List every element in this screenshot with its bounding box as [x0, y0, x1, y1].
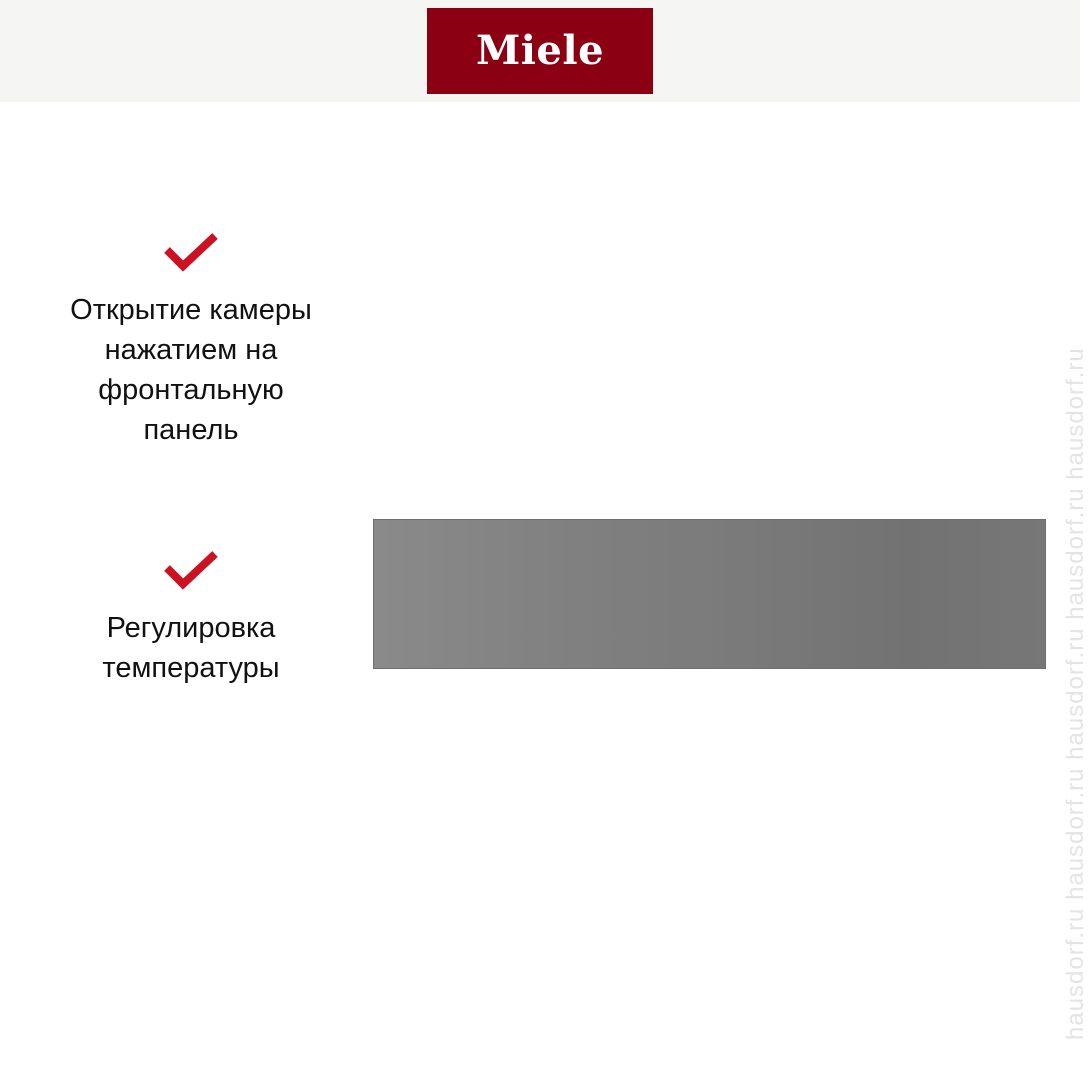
feature-line: Регулировка: [106, 612, 276, 644]
watermark: hausdorf.ru hausdorf.ru hausdorf.ru hausdorf.ru hausdorf.ru: [1062, 347, 1089, 1040]
feature-line: нажатием на: [104, 334, 278, 366]
miele-logo: [427, 8, 653, 94]
feature-text: [40, 608, 342, 688]
feature-temperature-control: [40, 548, 342, 688]
header-band: [0, 0, 1080, 102]
feature-line: температуры: [102, 652, 280, 684]
warming-drawer-front-panel: [373, 519, 1046, 669]
checkmark-icon: [161, 548, 221, 592]
checkmark-icon: [161, 230, 221, 274]
feature-line: панель: [143, 414, 239, 446]
brand-name: Miele: [475, 27, 605, 74]
feature-front-opening: [40, 230, 342, 450]
feature-line: Открытие камеры: [70, 294, 312, 326]
feature-line: фронтальную: [98, 374, 284, 406]
feature-text: [40, 290, 342, 450]
